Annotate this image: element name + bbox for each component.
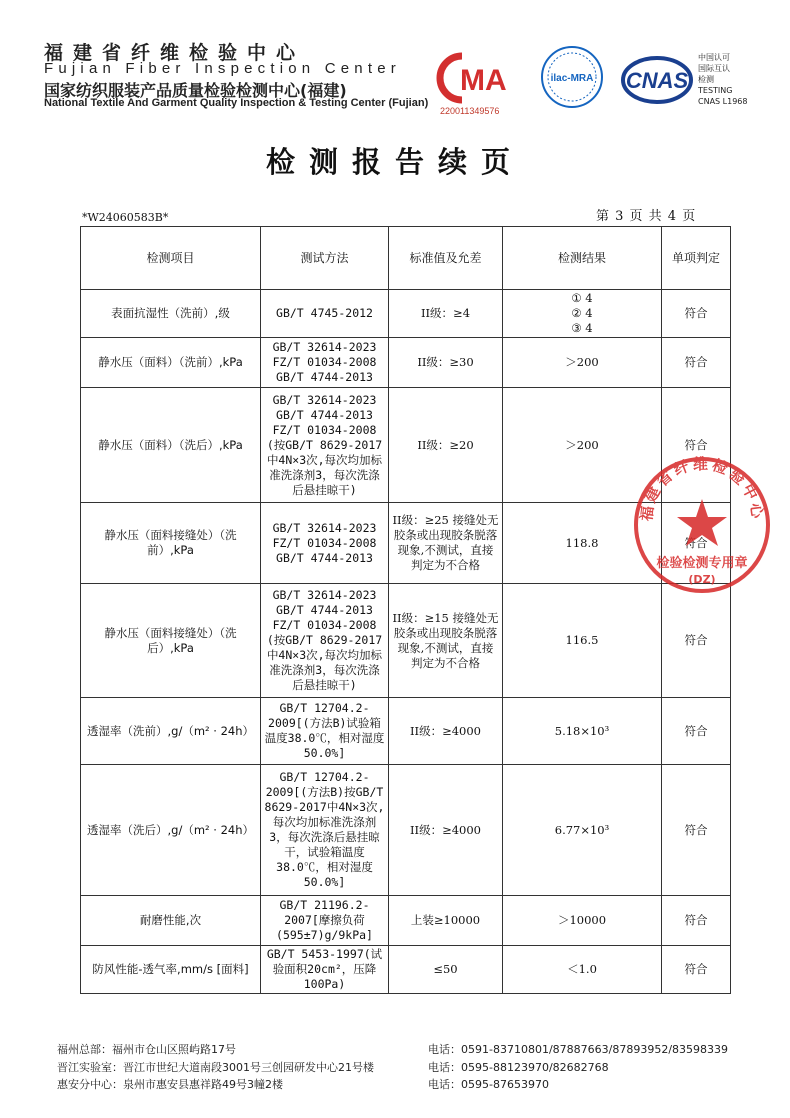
org-name-cn: 福建省纤维检验中心 (44, 42, 306, 64)
test-method: GB/T 12704.2-2009[(方法B)试验箱温度38.0℃，相对湿度50.0%] (261, 698, 389, 765)
center-name-cn: 国家纺织服装产品质量检验检测中心(福建) (44, 81, 347, 100)
table-row (81, 584, 731, 698)
verdict: 符合 (662, 503, 731, 584)
test-item: 静水压（面料接缝处）（洗后）,kPa (81, 584, 261, 698)
standard-value: II级：≥4 (389, 290, 503, 338)
test-result: 6.77×10³ (503, 765, 662, 896)
test-method: GB/T 5453-1997(试验面积20cm²，压降100Pa) (261, 946, 389, 994)
test-result: ＞200 (503, 388, 662, 503)
table-row (81, 946, 731, 994)
footer-huian-address: 惠安分中心：泉州市惠安县惠祥路49号3幢2楼 (57, 1078, 283, 1091)
test-result: ＜1.0 (503, 946, 662, 994)
standard-value: II级：≥20 (389, 388, 503, 503)
test-result: 118.8 (503, 503, 662, 584)
test-method: GB/T 32614-2023 GB/T 4744-2013 FZ/T 01034-2008 (按GB/T 8629-2017中4N×3次,每次均加标准洗涤剂3，每次洗涤后悬挂晾干) (261, 584, 389, 698)
standard-value: II级：≥4000 (389, 698, 503, 765)
test-item: 表面抗湿性（洗前）,级 (81, 290, 261, 338)
footer-huian-phone: 电话：0595-87653970 (428, 1078, 549, 1091)
star-icon (677, 499, 727, 546)
seal-bottom-text: 检验检测专用章 (656, 556, 748, 571)
test-item: 透湿率（洗前）,g/（m² · 24h） (81, 698, 261, 765)
standard-value: II级：≥15 接缝处无胶条或出现胶条脱落现象,不测试，直接判定为不合格 (389, 584, 503, 698)
page-title: 检测报告续页 (265, 145, 524, 179)
test-item: 静水压（面料）（洗前）,kPa (81, 338, 261, 388)
verdict: 符合 (662, 388, 731, 503)
test-item: 静水压（面料）（洗后）,kPa (81, 388, 261, 503)
cnas-line: 国际互认 (698, 64, 730, 73)
footer-hq-phone: 电话：0591-83710801/87887663/87893952/83598339 (428, 1043, 729, 1056)
header-result: 检测结果 (503, 227, 662, 290)
test-method: GB/T 21196.2-2007[摩擦负荷(595±7)g/9kPa] (261, 896, 389, 946)
test-item: 透湿率（洗后）,g/（m² · 24h） (81, 765, 261, 896)
verdict: 符合 (662, 338, 731, 388)
test-item: 静水压（面料接缝处）（洗前）,kPa (81, 503, 261, 584)
standard-value: ≤50 (389, 946, 503, 994)
test-result: 116.5 (503, 584, 662, 698)
cnas-line: CNAS L1968 (698, 97, 748, 106)
header-method: 测试方法 (261, 227, 389, 290)
result-line: ③ 4 (571, 321, 593, 335)
verdict: 符合 (662, 946, 731, 994)
table-header-row (81, 227, 731, 290)
cnas-line: 检测 (698, 75, 714, 84)
test-method: GB/T 12704.2-2009[(方法B)按GB/T 8629-2017中4N×3次,每次均加标准洗涤剂3，每次洗涤后悬挂晾干，试验箱温度38.0℃，相对湿度50.0%] (261, 765, 389, 896)
table-row (81, 765, 731, 896)
verdict: 符合 (662, 290, 731, 338)
test-item: 耐磨性能,次 (81, 896, 261, 946)
result-line: ② 4 (571, 306, 593, 320)
cnas-logo (619, 54, 695, 106)
report-id: *W24060583B* (82, 211, 169, 224)
official-seal (632, 455, 772, 595)
verdict: 符合 (662, 584, 731, 698)
test-item: 防风性能-透气率,mm/s [面料] (81, 946, 261, 994)
table-row (81, 290, 731, 338)
footer-jinjiang-address: 晋江实验室：晋江市世纪大道南段3001号三创园研发中心21号楼 (57, 1061, 374, 1074)
header-verdict: 单项判定 (662, 227, 731, 290)
test-method: GB/T 32614-2023 FZ/T 01034-2008 GB/T 4744-2013 (261, 338, 389, 388)
cma-logo (432, 52, 528, 104)
table-row (81, 338, 731, 388)
center-name-en: National Textile And Garment Quality Inspection & Testing Center (Fujian) (44, 97, 429, 109)
footer-hq-address: 福州总部：福州市仓山区照屿路17号 (57, 1043, 236, 1056)
verdict: 符合 (662, 698, 731, 765)
cnas-caption (698, 52, 747, 107)
ilac-text: ilac-MRA (550, 73, 594, 84)
table-row (81, 698, 731, 765)
seal-top-text: 福建省纤维检验中心 (637, 455, 767, 523)
header-standard: 标准值及允差 (389, 227, 503, 290)
test-method: GB/T 32614-2023 FZ/T 01034-2008 GB/T 4744-2013 (261, 503, 389, 584)
table-row (81, 896, 731, 946)
test-result: ＞200 (503, 338, 662, 388)
test-result (503, 290, 662, 338)
header-item: 检测项目 (81, 227, 261, 290)
standard-value: II级：≥30 (389, 338, 503, 388)
cnas-line: TESTING (698, 86, 733, 95)
test-method: GB/T 4745-2012 (261, 290, 389, 338)
verdict: 符合 (662, 765, 731, 896)
ilac-mra-logo (537, 44, 607, 110)
footer-jinjiang-phone: 电话：0595-88123970/82682768 (428, 1061, 609, 1074)
cma-text: MA (460, 64, 507, 97)
page-info: 第 3 页 共 4 页 (596, 209, 697, 224)
test-result: 5.18×10³ (503, 698, 662, 765)
test-result: ＞10000 (503, 896, 662, 946)
org-name-en: Fujian Fiber Inspection Center (44, 60, 401, 77)
result-line: ① 4 (571, 291, 593, 305)
standard-value: II级：≥4000 (389, 765, 503, 896)
standard-value: 上装≥10000 (389, 896, 503, 946)
verdict: 符合 (662, 896, 731, 946)
cnas-text: CNAS (625, 68, 689, 93)
seal-code: (DZ) (688, 573, 716, 586)
cnas-line: 中国认可 (698, 53, 730, 62)
cma-number: 220011349576 (440, 106, 500, 116)
standard-value: II级：≥25 接缝处无胶条或出现胶条脱落现象,不测试，直接判定为不合格 (389, 503, 503, 584)
results-table (80, 226, 731, 994)
test-method: GB/T 32614-2023 GB/T 4744-2013 FZ/T 01034-2008 (按GB/T 8629-2017中4N×3次,每次均加标准洗涤剂3，每次洗涤后悬挂晾干) (261, 388, 389, 503)
